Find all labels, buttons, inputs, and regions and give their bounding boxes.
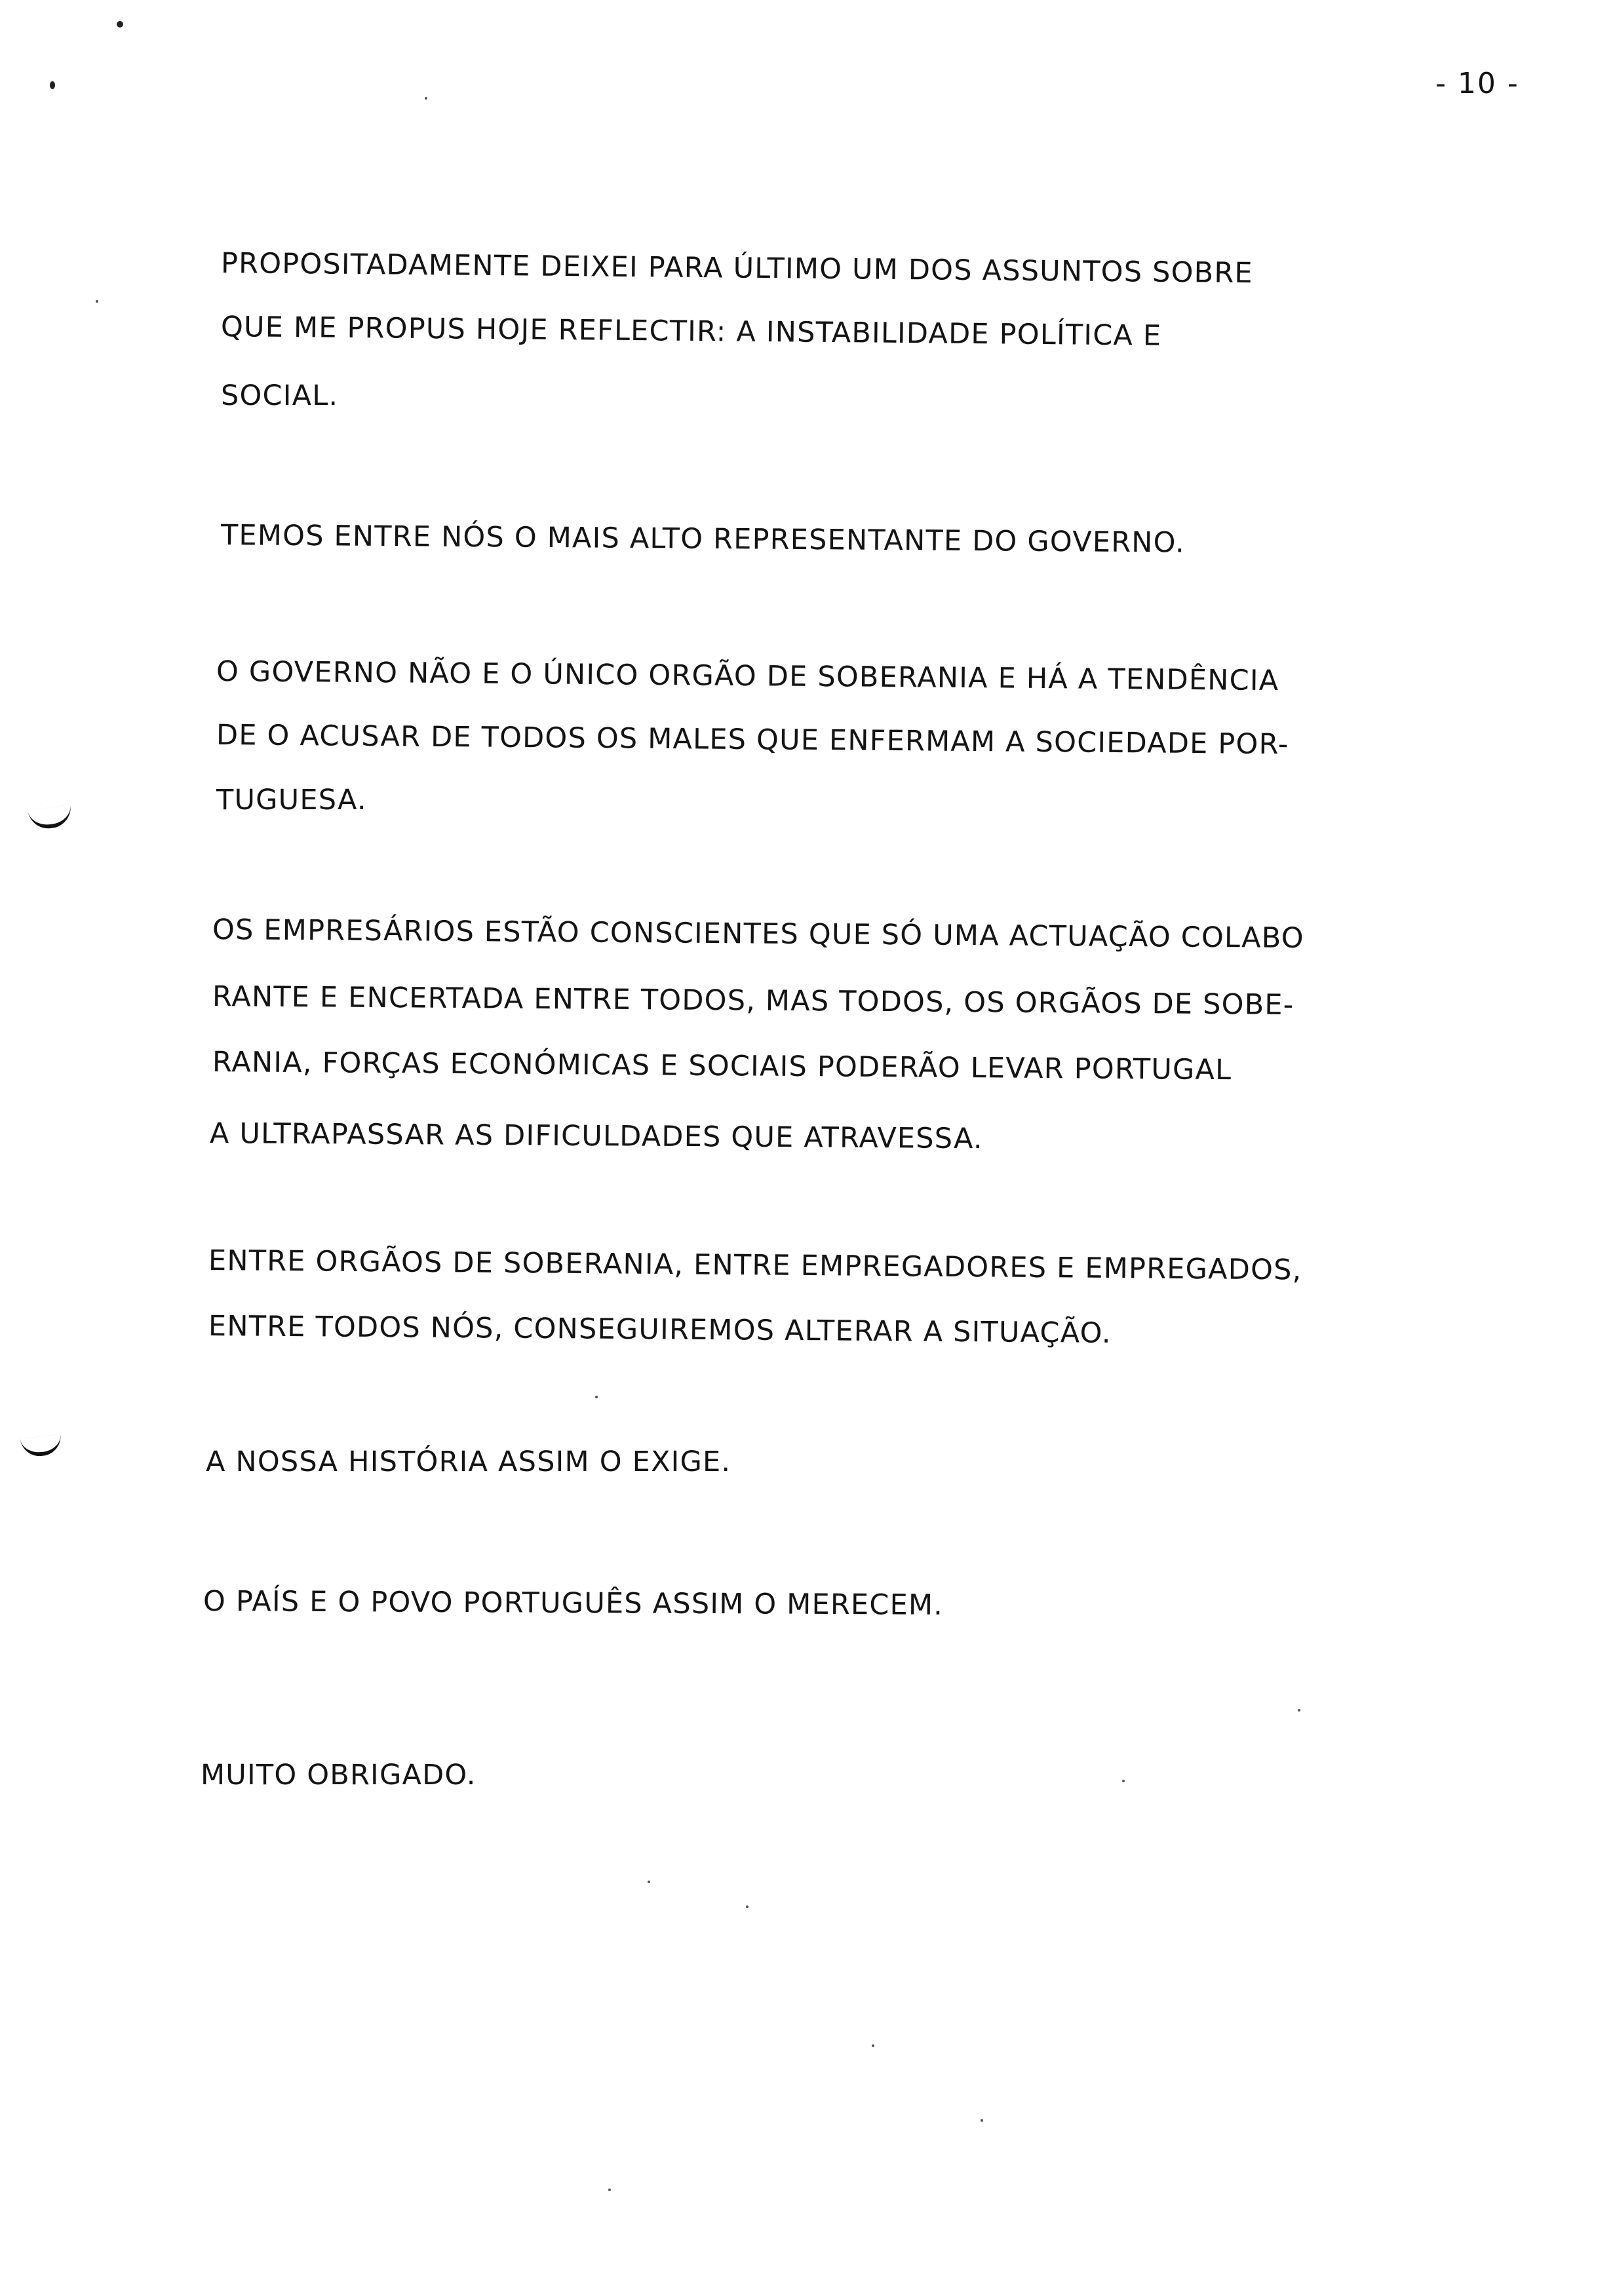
speck: [96, 300, 98, 303]
paragraph-8-line-1: MUITO OBRIGADO.: [201, 1759, 477, 1791]
speck: [425, 97, 427, 100]
page-number: - 10 -: [1435, 67, 1519, 100]
speck: [1122, 1780, 1125, 1782]
paragraph-4-line-2: RANTE E ENCERTADA ENTRE TODOS, MAS TODOS, OS ORGÃOS DE SOBE-: [212, 980, 1294, 1022]
paragraph-4-line-3: RANIA, FORÇAS ECONÓMICAS E SOCIAIS PODERÃO LEVAR PORTUGAL: [212, 1046, 1232, 1087]
speck: [595, 1396, 598, 1398]
paragraph-4-line-4: A ULTRAPASSAR AS DIFICULDADES QUE ATRAVESSA.: [209, 1117, 983, 1156]
paragraph-3-line-1: O GOVERNO NÃO E O ÚNICO ORGÃO DE SOBERANIA E HÁ A TENDÊNCIA: [216, 655, 1279, 698]
paragraph-1-line-2: QUE ME PROPUS HOJE REFLECTIR: A INSTABILIDADE POLÍTICA E: [220, 311, 1162, 353]
speck: [117, 21, 123, 28]
speck: [648, 1881, 650, 1883]
paragraph-3-line-2: DE O ACUSAR DE TODOS OS MALES QUE ENFERMAM A SOCIEDADE POR-: [216, 719, 1289, 761]
paragraph-5-line-2: ENTRE TODOS NÓS, CONSEGUIREMOS ALTERAR A SITUAÇÃO.: [208, 1310, 1112, 1350]
paragraph-1-line-1: PROPOSITADAMENTE DEIXEI PARA ÚLTIMO UM DOS ASSUNTOS SOBRE: [220, 247, 1254, 290]
speck: [981, 2119, 983, 2122]
paragraph-7-line-1: O PAÍS E O POVO PORTUGUÊS ASSIM O MERECEM.: [203, 1585, 944, 1622]
paragraph-5-line-1: ENTRE ORGÃOS DE SOBERANIA, ENTRE EMPREGADORES E EMPREGADOS,: [208, 1244, 1302, 1287]
speck: [50, 81, 55, 89]
speck: [872, 2044, 874, 2047]
speck: [746, 1905, 749, 1908]
margin-mark-1: [28, 805, 73, 832]
paragraph-4-line-1: OS EMPRESÁRIOS ESTÃO CONSCIENTES QUE SÓ UMA ACTUAÇÃO COLABO: [212, 913, 1304, 955]
paragraph-6-line-1: A NOSSA HISTÓRIA ASSIM O EXIGE.: [206, 1445, 731, 1478]
paragraph-3-line-3: TUGUESA.: [216, 784, 367, 816]
paragraph-1-line-3: SOCIAL.: [221, 379, 339, 412]
paragraph-2-line-1: TEMOS ENTRE NÓS O MAIS ALTO REPRESENTANTE DO GOVERNO.: [220, 519, 1185, 560]
speck: [608, 2189, 611, 2191]
speck: [1298, 1709, 1300, 1712]
margin-mark-2: [20, 1434, 63, 1458]
